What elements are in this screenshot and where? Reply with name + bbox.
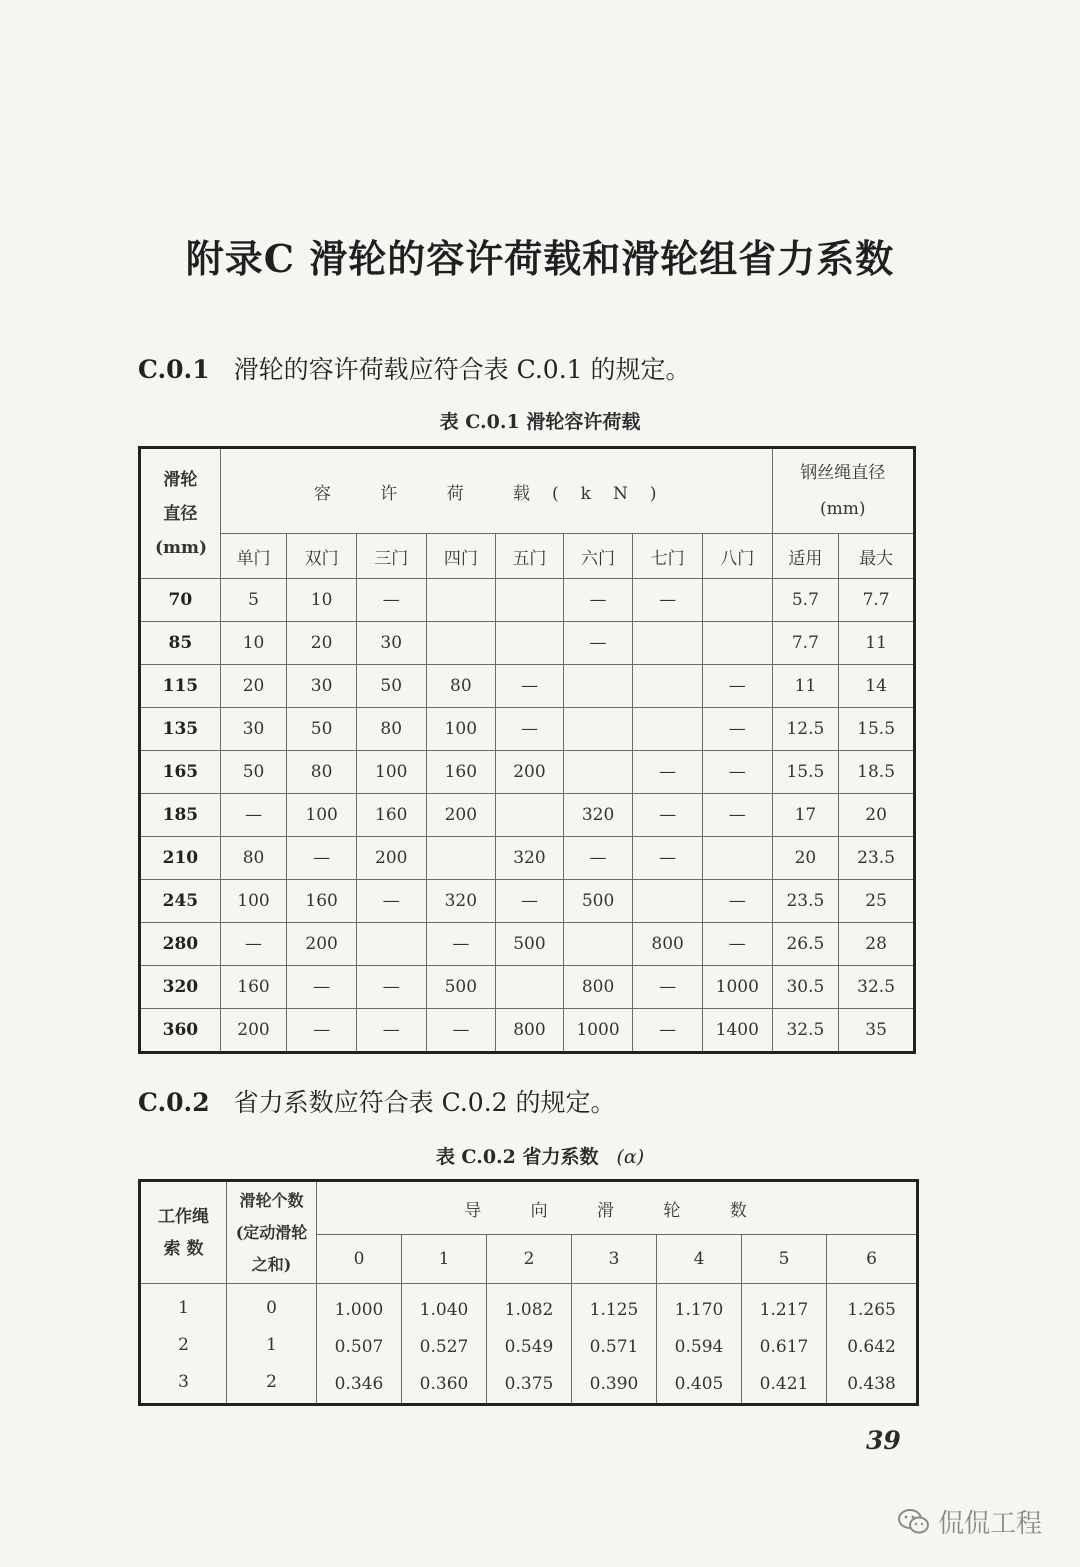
table-cell: 1000	[563, 1009, 633, 1053]
table-cell: 12.5	[772, 708, 839, 751]
table-cell	[426, 837, 496, 880]
table-cell: —	[356, 579, 426, 622]
coefficient-value: 0.617	[759, 1337, 809, 1357]
table-cell: —	[702, 923, 772, 966]
clause-text: 滑轮的容许荷载应符合表 C.0.1 的规定。	[233, 355, 691, 384]
rope-count: 3	[178, 1372, 189, 1392]
table-cell: 20	[287, 622, 357, 665]
coefficient-value: 0.375	[504, 1374, 554, 1394]
table-cell: 20	[772, 837, 839, 880]
table-cell	[702, 622, 772, 665]
table-cell: 200	[426, 794, 496, 837]
force-saving-coefficient-table	[138, 1179, 919, 1406]
guide-count-header: 1	[402, 1235, 487, 1284]
clause-c01	[138, 350, 691, 386]
table-cell: 15.5	[772, 751, 839, 794]
pulley-diameter-cell: 320	[140, 966, 221, 1009]
table-cell: 200	[496, 751, 564, 794]
coefficient-value: 0.390	[589, 1374, 639, 1394]
table-cell: 100	[356, 751, 426, 794]
table-cell	[496, 794, 564, 837]
load-header-text: 容 许 荷 载(kN)	[313, 483, 679, 504]
table-cell: 100	[220, 880, 287, 923]
column-header: 三门	[356, 534, 426, 579]
table-cell: 1400	[702, 1009, 772, 1053]
table-cell: 20	[839, 794, 915, 837]
coefficient-value: 0.594	[674, 1337, 724, 1357]
coefficient-column	[657, 1284, 742, 1405]
table-cell: —	[702, 708, 772, 751]
table-cell: —	[426, 1009, 496, 1053]
table-cell: 800	[633, 923, 703, 966]
table-cell: 200	[287, 923, 357, 966]
table-cell: 80	[220, 837, 287, 880]
coefficient-value: 1.082	[504, 1300, 554, 1320]
table1-caption: 表 C.0.1 滑轮容许荷载	[439, 411, 641, 433]
table-cell: 11	[839, 622, 915, 665]
coefficient-column	[317, 1284, 402, 1405]
coefficient-value: 0.360	[419, 1374, 469, 1394]
table-cell: 80	[287, 751, 357, 794]
pulley-diameter-cell: 165	[140, 751, 221, 794]
table-cell: 32.5	[772, 1009, 839, 1053]
table-cell: 320	[426, 880, 496, 923]
column-header: 七门	[633, 534, 703, 579]
table-cell: —	[563, 579, 633, 622]
table-cell: 11	[772, 665, 839, 708]
pulley-diameter-cell: 280	[140, 923, 221, 966]
rope-count: 1	[178, 1298, 189, 1318]
table-cell: —	[220, 923, 287, 966]
table-cell: 50	[287, 708, 357, 751]
table-cell: —	[496, 880, 564, 923]
table-row	[140, 579, 915, 622]
table-cell: 30	[287, 665, 357, 708]
table-cell: 100	[287, 794, 357, 837]
coefficient-value: 1.125	[589, 1300, 639, 1320]
table-cell: 26.5	[772, 923, 839, 966]
table-cell	[426, 579, 496, 622]
column-header: 八门	[702, 534, 772, 579]
table-cell: —	[287, 966, 357, 1009]
watermark-text: 侃侃工程	[938, 1509, 1043, 1539]
table-cell: 160	[426, 751, 496, 794]
table-cell: 18.5	[839, 751, 915, 794]
table-cell	[563, 751, 633, 794]
table-cell: —	[633, 751, 703, 794]
guide-count-header: 0	[317, 1235, 402, 1284]
table-cell: 80	[356, 708, 426, 751]
load-header	[220, 448, 772, 534]
table-cell	[563, 708, 633, 751]
column-header: 单门	[220, 534, 287, 579]
table-cell: 160	[356, 794, 426, 837]
pulley-diameter-cell: 360	[140, 1009, 221, 1053]
table-cell: 7.7	[772, 622, 839, 665]
coefficient-column	[402, 1284, 487, 1405]
table-cell: 23.5	[839, 837, 915, 880]
table-cell: —	[426, 923, 496, 966]
working-ropes-header: 工作绳索 数	[140, 1181, 227, 1284]
table-cell: —	[702, 880, 772, 923]
coefficient-value: 0.405	[674, 1374, 724, 1394]
table-cell	[496, 579, 564, 622]
rope-diameter-header: 钢丝绳直径(mm)	[772, 448, 914, 534]
guide-count-header: 4	[657, 1235, 742, 1284]
table-cell: 7.7	[839, 579, 915, 622]
table-cell	[633, 665, 703, 708]
table-cell: 800	[496, 1009, 564, 1053]
table-cell: 15.5	[839, 708, 915, 751]
watermark	[898, 1503, 1042, 1540]
table-cell: 10	[220, 622, 287, 665]
table-cell: 100	[426, 708, 496, 751]
coefficient-value: 1.265	[847, 1300, 896, 1320]
clause-number: C.0.2	[138, 1088, 210, 1117]
table-row	[140, 751, 915, 794]
rope-count-column	[140, 1284, 227, 1405]
pulley-count-column	[227, 1284, 317, 1405]
table-cell	[496, 966, 564, 1009]
table-cell	[633, 622, 703, 665]
pulley-diameter-cell: 70	[140, 579, 221, 622]
clause-number: C.0.1	[138, 355, 210, 384]
table-cell: 28	[839, 923, 915, 966]
pulley-count: 2	[266, 1372, 277, 1392]
pulley-count: 1	[266, 1335, 277, 1355]
coefficient-value: 1.000	[334, 1300, 384, 1320]
table-cell: 25	[839, 880, 915, 923]
diameter-header: 滑轮直径(mm)	[140, 448, 221, 579]
pulley-diameter-cell: 245	[140, 880, 221, 923]
table-cell: 17	[772, 794, 839, 837]
table-cell: —	[633, 579, 703, 622]
pulley-count-header: 滑轮个数(定动滑轮之和)	[227, 1181, 317, 1284]
table-row	[140, 622, 915, 665]
coefficient-value: 0.507	[334, 1337, 384, 1357]
table-cell: 30	[356, 622, 426, 665]
guide-count-header: 5	[742, 1235, 827, 1284]
table-cell: 10	[287, 579, 357, 622]
coefficient-value: 0.421	[759, 1374, 809, 1394]
table-cell: 50	[356, 665, 426, 708]
coefficient-value: 1.040	[419, 1300, 469, 1320]
table-cell: 200	[356, 837, 426, 880]
table-cell: —	[356, 880, 426, 923]
coefficient-value: 0.642	[847, 1337, 896, 1357]
table-cell: 5.7	[772, 579, 839, 622]
table-cell: 35	[839, 1009, 915, 1053]
table-cell: 320	[496, 837, 564, 880]
table-cell	[633, 708, 703, 751]
table-cell: —	[633, 794, 703, 837]
table2-caption-symbol: (α)	[616, 1146, 645, 1168]
coefficient-value: 1.217	[759, 1300, 809, 1320]
table-cell: 500	[496, 923, 564, 966]
table-cell: 160	[287, 880, 357, 923]
coefficient-value: 1.170	[674, 1300, 724, 1320]
table-cell: 23.5	[772, 880, 839, 923]
table-cell: —	[702, 665, 772, 708]
clause-c02	[138, 1083, 616, 1119]
coefficient-value: 0.527	[419, 1337, 469, 1357]
table-cell: —	[633, 966, 703, 1009]
table-cell: 500	[563, 880, 633, 923]
table-cell: —	[563, 622, 633, 665]
table-cell: 200	[220, 1009, 287, 1053]
table-row	[140, 923, 915, 966]
coefficient-column	[742, 1284, 827, 1405]
table-cell: —	[633, 1009, 703, 1053]
rope-count: 2	[178, 1335, 189, 1355]
table-cell	[563, 665, 633, 708]
coefficient-column	[572, 1284, 657, 1405]
table-cell: 30	[220, 708, 287, 751]
table-row	[140, 794, 915, 837]
table-row	[140, 837, 915, 880]
pulley-count: 0	[266, 1298, 277, 1318]
guide-count-header: 3	[572, 1235, 657, 1284]
allowable-load-table	[138, 446, 916, 1054]
column-header: 适用	[772, 534, 839, 579]
coefficient-value: 0.346	[334, 1374, 384, 1394]
guide-count-header: 6	[827, 1235, 918, 1284]
table-cell	[496, 622, 564, 665]
table-cell: —	[702, 794, 772, 837]
table-cell: 320	[563, 794, 633, 837]
pulley-diameter-cell: 85	[140, 622, 221, 665]
table-cell: 500	[426, 966, 496, 1009]
table-cell: 20	[220, 665, 287, 708]
table-cell: —	[287, 1009, 357, 1053]
table-row	[140, 665, 915, 708]
table-cell	[702, 579, 772, 622]
table-cell: —	[287, 837, 357, 880]
coefficient-column	[827, 1284, 918, 1405]
table-cell: —	[220, 794, 287, 837]
table-cell: 5	[220, 579, 287, 622]
coefficient-column	[487, 1284, 572, 1405]
pulley-diameter-cell: 115	[140, 665, 221, 708]
table-cell: —	[356, 1009, 426, 1053]
table-cell	[633, 880, 703, 923]
coefficient-value: 0.438	[847, 1374, 896, 1394]
table-row	[140, 708, 915, 751]
page-title: 附录C 滑轮的容许荷载和滑轮组省力系数	[185, 236, 895, 281]
column-header: 五门	[496, 534, 564, 579]
table-cell: —	[496, 665, 564, 708]
column-header: 四门	[426, 534, 496, 579]
guide-count-header: 2	[487, 1235, 572, 1284]
table-row	[140, 880, 915, 923]
table-cell: —	[356, 966, 426, 1009]
column-header: 最大	[839, 534, 915, 579]
table-cell: —	[563, 837, 633, 880]
table-cell: 30.5	[772, 966, 839, 1009]
pulley-diameter-cell: 210	[140, 837, 221, 880]
table-cell	[702, 837, 772, 880]
guide-pulley-header	[317, 1181, 918, 1235]
table-cell: 160	[220, 966, 287, 1009]
column-header: 双门	[287, 534, 357, 579]
page-number: 39	[866, 1426, 901, 1455]
coefficient-value: 0.549	[504, 1337, 554, 1357]
coefficient-value: 0.571	[589, 1337, 639, 1357]
table-cell: 14	[839, 665, 915, 708]
table-cell: 80	[426, 665, 496, 708]
table-cell: 1000	[702, 966, 772, 1009]
clause-text: 省力系数应符合表 C.0.2 的规定。	[233, 1088, 616, 1117]
table2-caption-text: 表 C.0.2 省力系数	[435, 1146, 599, 1168]
table-cell	[356, 923, 426, 966]
guide-pulley-header-text: 导 向 滑 轮 数	[464, 1200, 769, 1221]
table-cell	[426, 622, 496, 665]
table-cell	[563, 923, 633, 966]
table-cell: —	[702, 751, 772, 794]
table-row	[140, 966, 915, 1009]
table-cell: —	[496, 708, 564, 751]
table-cell: 800	[563, 966, 633, 1009]
table-cell: —	[633, 837, 703, 880]
column-header: 六门	[563, 534, 633, 579]
table-cell: 32.5	[839, 966, 915, 1009]
table-cell: 50	[220, 751, 287, 794]
table-row	[140, 1009, 915, 1053]
pulley-diameter-cell: 185	[140, 794, 221, 837]
wechat-icon	[898, 1509, 930, 1535]
table2-caption	[0, 1142, 1080, 1169]
pulley-diameter-cell: 135	[140, 708, 221, 751]
